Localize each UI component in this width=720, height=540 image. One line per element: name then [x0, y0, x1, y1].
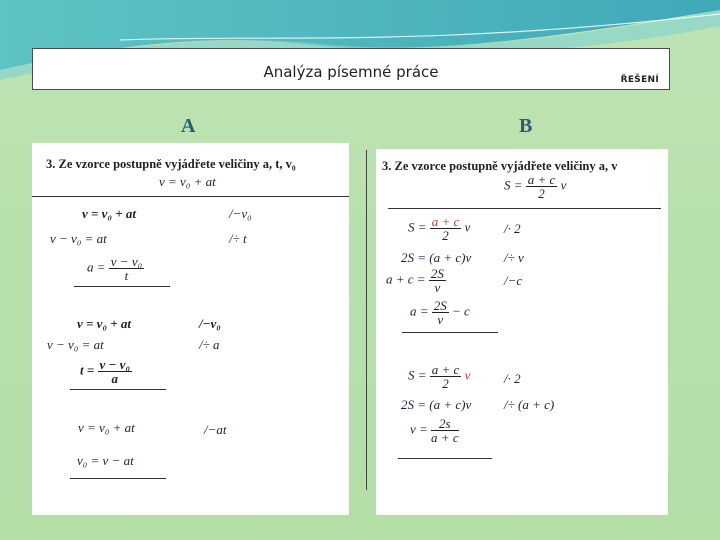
- given-b-lhs: S =: [504, 177, 523, 193]
- equation-a7: v = v₀ + at: [78, 420, 135, 435]
- result-a: [87, 255, 144, 282]
- divider: [398, 458, 492, 459]
- equation-b1-rhs: v: [464, 219, 471, 235]
- operation-a2: /÷ t: [229, 231, 247, 246]
- operation-b3: /−c: [504, 273, 523, 288]
- equation-b3-denominator: v: [434, 280, 441, 295]
- result-a-b: [410, 299, 470, 326]
- operation-a1: /−v₀: [229, 206, 252, 221]
- operation-b5: /· 2: [504, 371, 521, 386]
- equation-b5-lhs: S =: [408, 367, 427, 383]
- equation-b5-rhs: v: [464, 367, 471, 383]
- operation-a4: /−v₀: [199, 316, 221, 331]
- equation-b5: [408, 363, 470, 390]
- divider: [70, 478, 166, 479]
- given-formula-b: [504, 173, 566, 200]
- result-a-lhs: a =: [87, 259, 106, 275]
- result-a-denominator: t: [124, 268, 129, 283]
- result-a-b-denominator: v: [437, 312, 444, 327]
- panel-b: [376, 149, 668, 515]
- result-t-denominator: a: [111, 371, 118, 386]
- result-t-numerator: v − v₀: [99, 357, 130, 372]
- task-a-text: 3. Ze vzorce postupně vyjádřete veličiny a, t, v₀: [46, 157, 296, 171]
- operation-a7: /−at: [204, 422, 227, 437]
- result-v-b: [410, 417, 459, 444]
- divider: [32, 196, 349, 197]
- equation-b3-numerator: 2S: [430, 266, 444, 281]
- result-t: [80, 358, 132, 385]
- given-b-rhs: v: [560, 177, 567, 193]
- column-separator: [366, 150, 367, 490]
- column-a-label: A: [181, 115, 196, 137]
- result-a-b-rhs: − c: [452, 303, 470, 319]
- column-b-label: B: [519, 115, 533, 137]
- title-box: [32, 48, 670, 90]
- equation-b5-denominator: 2: [442, 376, 449, 391]
- divider: [74, 286, 170, 287]
- operation-b1: /· 2: [504, 221, 521, 236]
- panel-a: [32, 143, 349, 515]
- equation-b2: 2S = (a + c)v: [401, 250, 472, 265]
- result-t-lhs: t =: [80, 362, 95, 378]
- given-b-denominator: 2: [538, 186, 545, 201]
- equation-a5: v − v₀ = at: [47, 337, 104, 352]
- divider: [388, 208, 661, 209]
- equation-a1: v = v₀ + at: [82, 206, 136, 221]
- result-v-b-lhs: v =: [410, 421, 428, 437]
- result-a-numerator: v − v₀: [110, 254, 143, 269]
- equation-b1-numerator: a + c: [431, 214, 460, 229]
- equation-b1: [408, 215, 470, 242]
- result-a-b-numerator: 2S: [433, 298, 447, 313]
- given-b-numerator: a + c: [527, 172, 556, 187]
- equation-b3-lhs: a + c =: [386, 271, 426, 287]
- equation-b5-numerator: a + c: [431, 362, 460, 377]
- result-v-b-numerator: 2s: [431, 417, 459, 431]
- operation-b2: /÷ v: [504, 250, 524, 265]
- divider: [402, 332, 498, 333]
- equation-b3: [386, 267, 446, 294]
- equation-a4: v = v₀ + at: [77, 316, 131, 331]
- result-v-b-denominator: a + c: [431, 430, 459, 445]
- divider: [70, 389, 166, 390]
- operation-a5: /÷ a: [199, 337, 220, 352]
- solution-badge: ŘEŠENÍ: [620, 75, 659, 85]
- result-v0: v₀ = v − at: [77, 453, 134, 468]
- given-formula-a: v = v₀ + at: [159, 174, 216, 189]
- page-title: Analýza písemné práce: [263, 63, 439, 81]
- equation-b1-denominator: 2: [442, 228, 449, 243]
- result-a-b-lhs: a =: [410, 303, 429, 319]
- equation-b6: 2S = (a + c)v: [401, 397, 472, 412]
- equation-a2: v − v₀ = at: [50, 231, 107, 246]
- equation-b1-lhs: S =: [408, 219, 427, 235]
- task-b-text: 3. Ze vzorce postupně vyjádřete veličiny a, v: [382, 159, 618, 173]
- operation-b6: /÷ (a + c): [504, 397, 555, 412]
